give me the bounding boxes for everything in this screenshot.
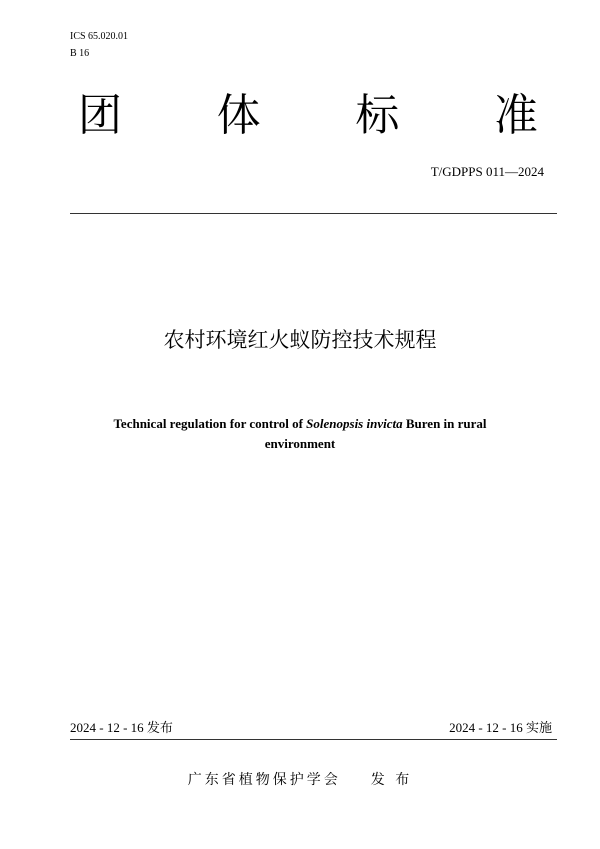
title-english-species: Solenopsis invicta xyxy=(306,416,403,431)
title-chinese: 农村环境红火蚁防控技术规程 xyxy=(163,328,437,352)
footer-divider xyxy=(70,739,557,740)
title-english-suffix: Buren in rural environment xyxy=(264,416,487,451)
heading-char: 准 xyxy=(493,90,538,141)
standard-code: T/GDPPS 011—2024 xyxy=(430,164,544,179)
standard-type-heading xyxy=(78,88,538,144)
publisher-name: 广东省植物保护学会 xyxy=(187,772,341,788)
publisher-line xyxy=(0,770,600,790)
heading-char: 体 xyxy=(216,90,261,141)
title-english xyxy=(80,414,520,454)
header-divider xyxy=(70,213,557,214)
heading-char: 团 xyxy=(78,90,122,141)
classification-code: B 16 xyxy=(70,48,90,59)
heading-char: 标 xyxy=(355,90,400,141)
publish-action: 发 布 xyxy=(370,772,413,788)
issue-date: 2024 - 12 - 16 发布 xyxy=(70,720,173,735)
implementation-date: 2024 - 12 - 16 实施 xyxy=(449,720,552,735)
title-english-prefix: Technical regulation for control of xyxy=(113,416,307,431)
ics-code: ICS 65.020.01 xyxy=(70,31,129,42)
